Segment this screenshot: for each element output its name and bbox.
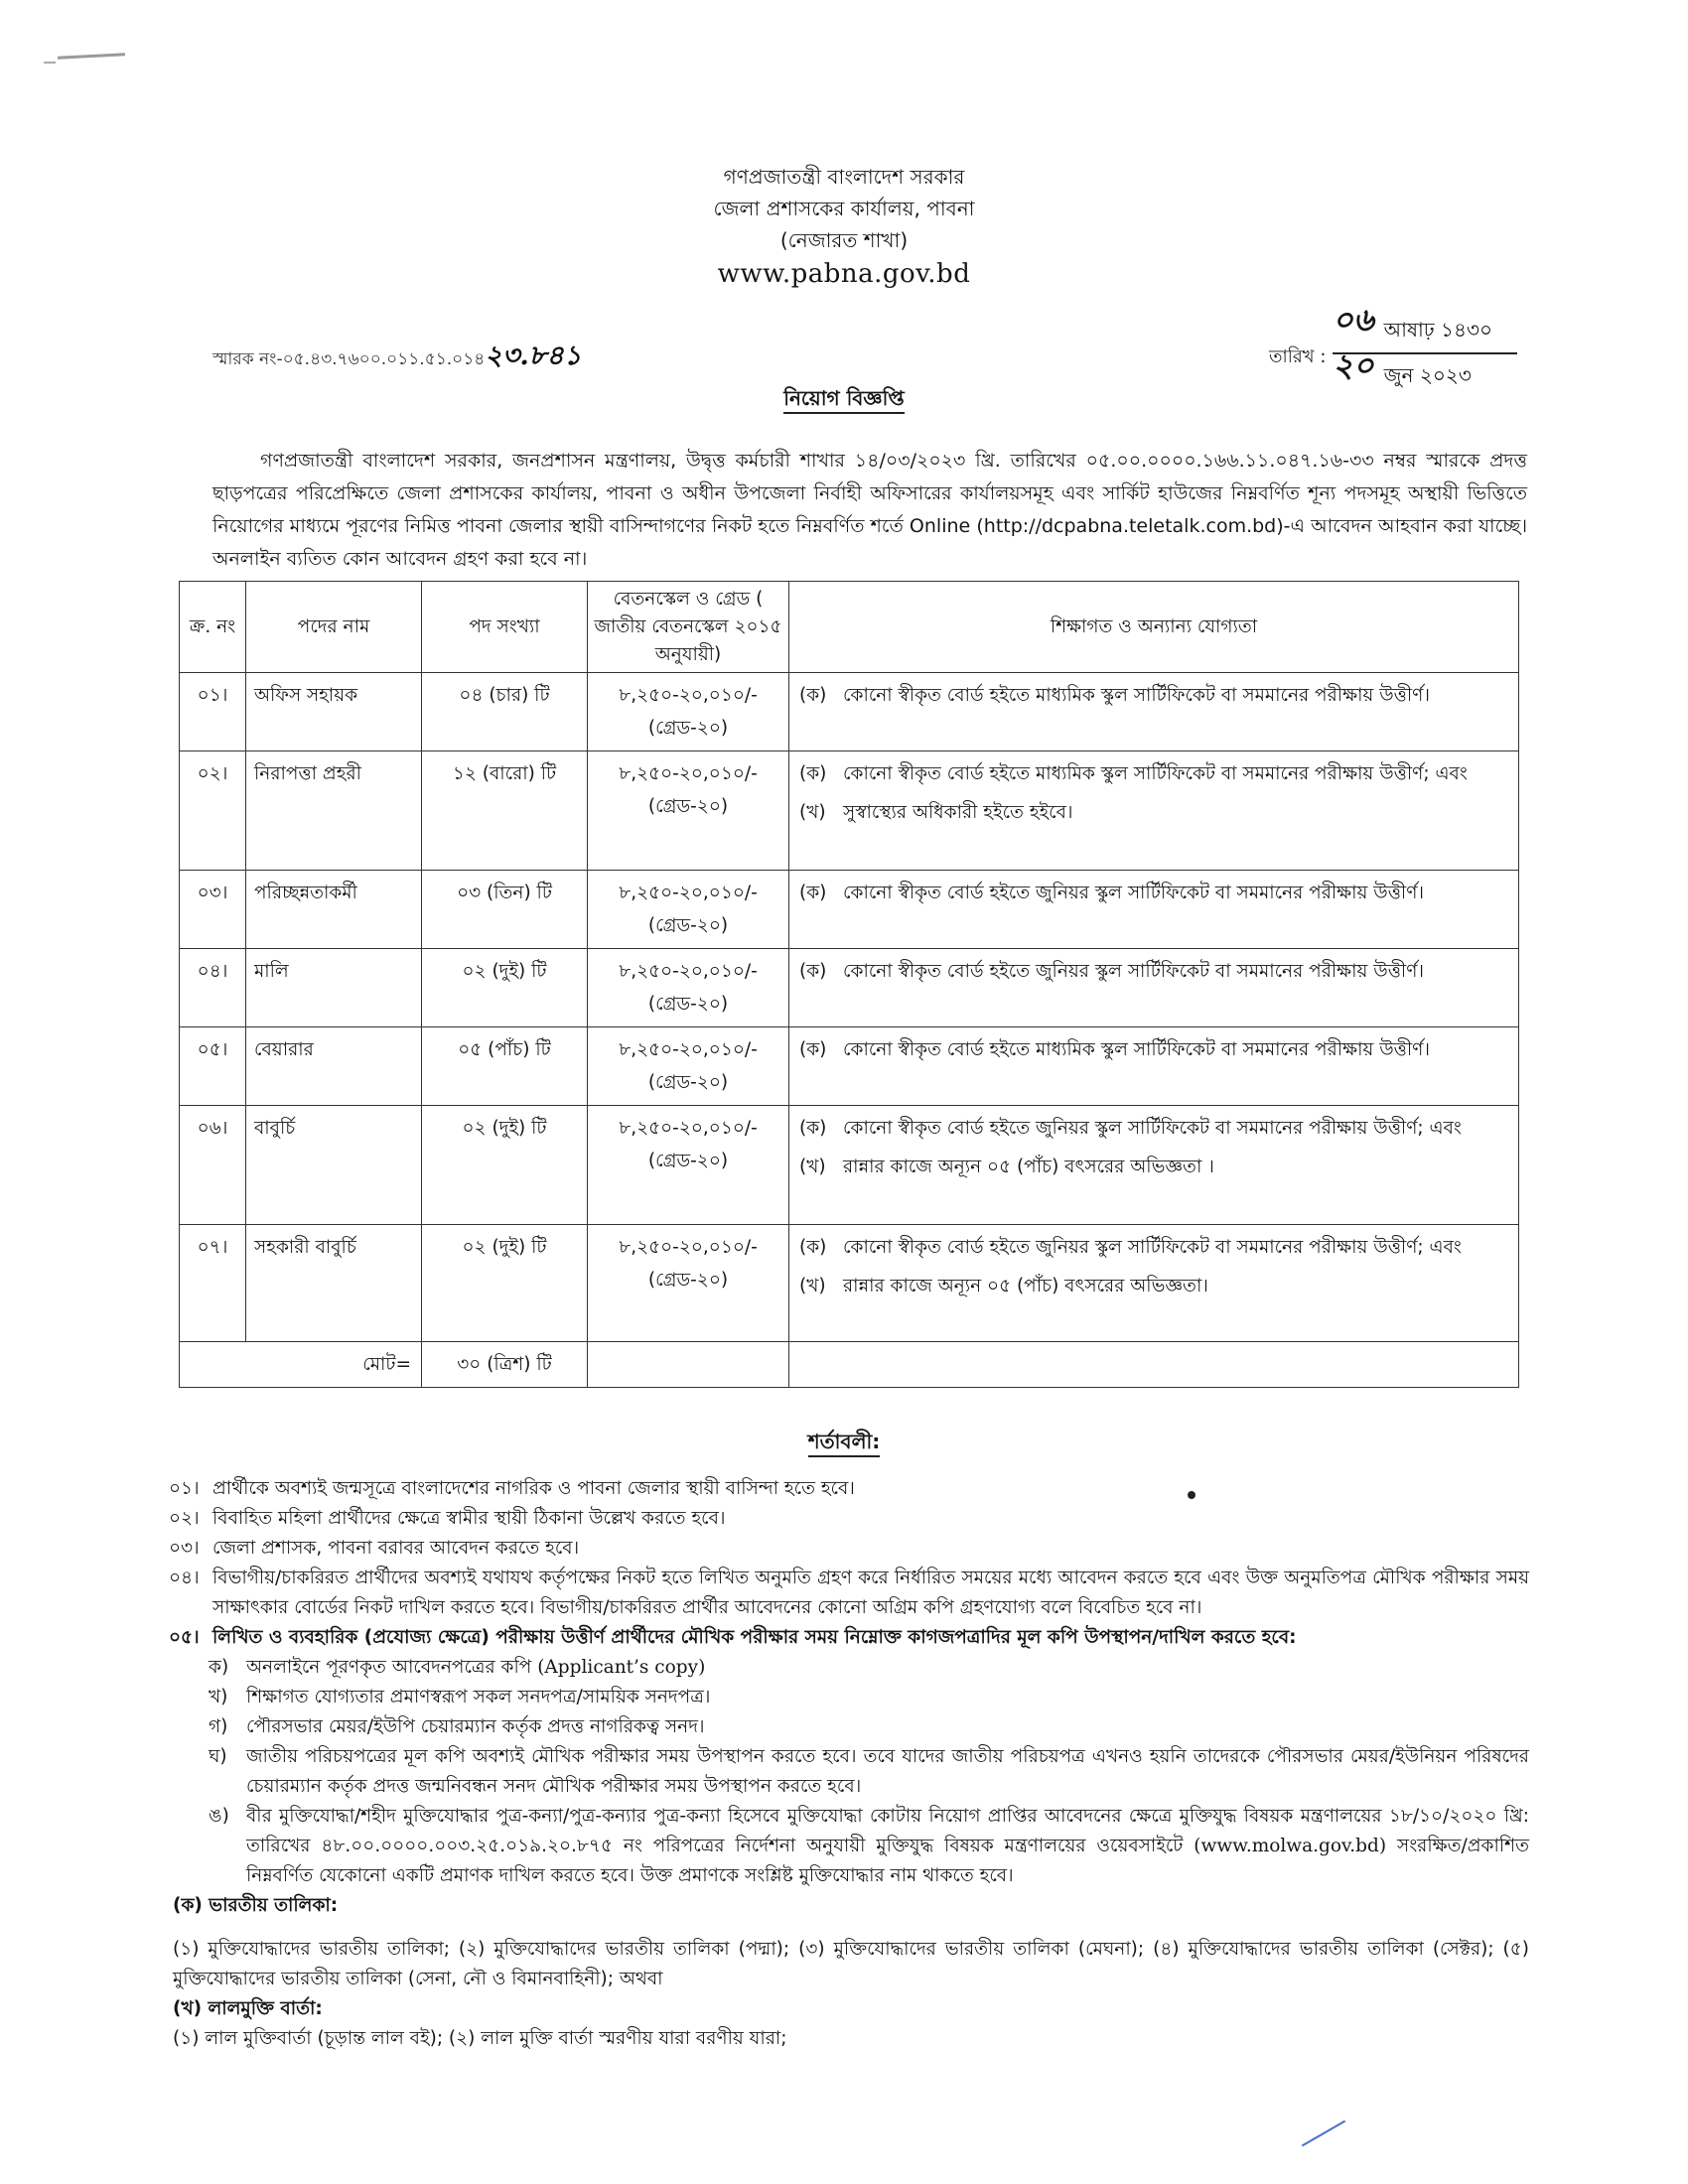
cell-post-name: পরিচ্ছন্নতাকর্মী [246, 871, 422, 949]
qualification-b: (খ) রান্নার কাজে অন্যূন ০৫ (পাঁচ) বৎসরের অভিজ্ঞতা। [799, 1276, 1208, 1297]
cell-pay-scale: ৮,২৫০-২০,০১০/- (গ্রেড-২০) [588, 673, 789, 751]
qualification-a: (ক) কোনো স্বীকৃত বোর্ড হইতে মাধ্যমিক স্কুল সার্টিফিকেট বা সমমানের পরীক্ষায় উত্তীর্ণ; এবং [799, 763, 1468, 784]
cell-pay-scale: ৮,২৫০-২০,০১০/- (গ্রেড-২০) [588, 1027, 789, 1106]
total-label: মোট= [180, 1342, 422, 1388]
qualification-a: (ক) কোনো স্বীকৃত বোর্ড হইতে জুনিয়র স্কুল সার্টিফিকেট বা সমমানের পরীক্ষায় উত্তীর্ণ। [799, 883, 1425, 903]
intro-paragraph: গণপ্রজাতন্ত্রী বাংলাদেশ সরকার, জনপ্রশাসন মন্ত্রণালয়, উদ্বৃত্ত কর্মচারী শাখার ১৪/০৩/২০২৩ খ্রি. তারিখের ০৫.০০.০০০০.১৬৬.১১.০৪৭.১৬-৩৩ নম্বর স্মারকে প্রদত্ত ছাড়পত্রের পরিপ্রেক্ষিতে জেলা প্রশাসকের কার্যালয়, পাবনা ও অধীন উপজেলা নির্বাহী অফিসারের কার্যালয়সমূহ এবং সার্কিট হাউজের নিম্নবর্ণিত শূন্য পদসমূহ অস্থায়ী ভিত্তিতে নিয়োগের মাধ্যমে পূরণের নিমিত্ত পাবনা জেলার স্থায়ী বাসিন্দাগণের নিকট হতে নিম্নবর্ণিত শর্তে Online (http://dcpabna.teletalk.com.bd)-এ আবেদন আহবান করা যাচ্ছে। অনলাইন ব্যতিত কোন আবেদন গ্রহণ করা হবে না। [212, 450, 1527, 570]
cell-post-name: বাবুর্চি [246, 1106, 422, 1225]
total-count: ৩০ (ত্রিশ) টি [422, 1342, 588, 1388]
col-name: পদের নাম [246, 582, 422, 673]
cell-qualification [789, 673, 1519, 751]
cell-post-count: ০২ (দুই) টি [422, 1106, 588, 1225]
cell-sl: ০৭। [180, 1225, 246, 1342]
website: www.pabna.gov.bd [717, 259, 971, 289]
office-name: জেলা প্রশাসকের কার্যালয়, পাবনা [713, 197, 975, 220]
cell-qualification [789, 949, 1519, 1027]
qualification-a: (ক) কোনো স্বীকৃত বোর্ড হইতে মাধ্যমিক স্কুল সার্টিফিকেট বা সমমানের পরীক্ষায় উত্তীর্ণ। [799, 1039, 1430, 1060]
table-row [180, 673, 1519, 751]
cell-post-name: অফিস সহায়ক [246, 673, 422, 751]
table-row [180, 949, 1519, 1027]
govt-name: গণপ্রজাতন্ত্রী বাংলাদেশ সরকার [723, 165, 965, 189]
qualification-a: (ক) কোনো স্বীকৃত বোর্ড হইতে জুনিয়র স্কুল সার্টিফিকেট বা সমমানের পরীক্ষায় উত্তীর্ণ; এবং [799, 1118, 1462, 1139]
scan-mark [58, 53, 125, 60]
cell-post-count: ০৫ (পাঁচ) টি [422, 1027, 588, 1106]
term-item: ০২। বিবাহিত মহিলা প্রার্থীদের ক্ষেত্রে স্বামীর স্থায়ী ঠিকানা উল্লেখ করতে হবে। [169, 1508, 726, 1529]
cell-post-name: নিরাপত্তা প্রহরী [246, 751, 422, 871]
list-kha-text: (১) লাল মুক্তিবার্তা (চূড়ান্ত লাল বই); (২) লাল মুক্তি বার্তা স্মরণীয় যারা বরণীয় যারা; [173, 2028, 787, 2049]
cell-sl: ০৩। [180, 871, 246, 949]
greg-day: ২০ [1333, 346, 1374, 384]
cell-sl: ০৬। [180, 1106, 246, 1225]
list-ka-text: (১) মুক্তিযোদ্ধাদের ভারতীয় তালিকা; (২) মুক্তিযোদ্ধাদের ভারতীয় তালিকা (পদ্মা); (৩) মুক্তিযোদ্ধাদের ভারতীয় তালিকা (মেঘনা); (৪) মুক্তিযোদ্ধাদের ভারতীয় তালিকা (সেক্টর); (৫) মুক্তিযোদ্ধাদের ভারতীয় তালিকা (সেনা, নৌ ও বিমানবাহিনী); অথবা [173, 1939, 1529, 1989]
speck [1188, 1491, 1196, 1499]
qualification-a: (ক) কোনো স্বীকৃত বোর্ড হইতে জুনিয়র স্কুল সার্টিফিকেট বা সমমানের পরীক্ষায় উত্তীর্ণ; এবং [799, 1237, 1462, 1258]
list-ka-title: (ক) ভারতীয় তালিকা: [173, 1895, 339, 1916]
cell-qualification [789, 1106, 1519, 1225]
cell-qualification [789, 1225, 1519, 1342]
cell-post-count: ০৩ (তিন) টি [422, 871, 588, 949]
term-item: ০৪। বিভাগীয়/চাকরিরত প্রার্থীদের অবশ্যই যথাযথ কর্তৃপক্ষের নিকট হতে লিখিত অনুমতি গ্রহণ করে নির্ধারিত সময়ের মধ্যে আবেদন করতে হবে এবং উক্ত অনুমতিপত্র মৌখিক পরীক্ষার সময় সাক্ষাৎকার বোর্ডের নিকট দাখিল করতে হবে। বিভাগীয়/চাকরিরত প্রার্থীর আবেদনের কোনো অগ্রিম কপি গ্রহণযোগ্য বলে বিবেচিত হবে না। [169, 1568, 1530, 1618]
qualification-a: (ক) কোনো স্বীকৃত বোর্ড হইতে মাধ্যমিক স্কুল সার্টিফিকেট বা সমমানের পরীক্ষায় উত্তীর্ণ। [799, 685, 1430, 706]
table-row [180, 871, 1519, 949]
qualification-b: (খ) রান্নার কাজে অন্যূন ০৫ (পাঁচ) বৎসরের অভিজ্ঞতা । [799, 1157, 1214, 1177]
document-requirement: ক) অনলাইনে পূরণকৃত আবেদনপত্রের কপি (Applicant’s copy) [209, 1657, 706, 1678]
bangla-day: ০৬ [1333, 301, 1374, 339]
col-scale: বেতনস্কেল ও গ্রেড ( জাতীয় বেতনস্কেল ২০১৫ অনুযায়ী) [588, 582, 789, 673]
col-qualification: শিক্ষাগত ও অন্যান্য যোগ্যতা [789, 582, 1519, 673]
scan-mark [44, 62, 56, 64]
cell-qualification [789, 1027, 1519, 1106]
terms-list [169, 1474, 1529, 2054]
empty-cell [588, 1342, 789, 1388]
notice-title: নিয়োগ বিজ্ঞপ্তি [0, 384, 1688, 417]
cell-sl: ০৪। [180, 949, 246, 1027]
cell-pay-scale: ৮,২৫০-২০,০১০/- (গ্রেড-২০) [588, 949, 789, 1027]
section-name: (নেজারত শাখা) [779, 228, 909, 252]
cell-pay-scale: ৮,২৫০-২০,০১০/- (গ্রেড-২০) [588, 1225, 789, 1342]
cell-pay-scale: ৮,২৫০-২০,০১০/- (গ্রেড-২০) [588, 751, 789, 871]
cell-sl: ০২। [180, 751, 246, 871]
posts-table [179, 581, 1519, 1388]
table-row [180, 751, 1519, 871]
letterhead [0, 161, 1688, 292]
cell-qualification [789, 871, 1519, 949]
term-item: ০৫। লিখিত ও ব্যবহারিক (প্রযোজ্য ক্ষেত্রে) পরীক্ষায় উত্তীর্ণ প্রার্থীদের মৌখিক পরীক্ষার সময় নিম্নোক্ত কাগজপত্রাদির মূল কপি উপস্থাপন/দাখিল করতে হবে: [169, 1627, 1297, 1648]
memo-number [212, 336, 581, 380]
col-count: পদ সংখ্যা [422, 582, 588, 673]
cell-post-count: ০৪ (চার) টি [422, 673, 588, 751]
date-label: তারিখ : [1269, 346, 1327, 367]
greg-month-year: জুন ২০২৩ [1383, 363, 1472, 387]
terms-title: শর্তাবলী: [0, 1428, 1688, 1460]
cell-post-count: ০২ (দুই) টি [422, 1225, 588, 1342]
cell-pay-scale: ৮,২৫০-২০,০১০/- (গ্রেড-২০) [588, 1106, 789, 1225]
empty-cell [789, 1342, 1519, 1388]
latin-text: (www.molwa.gov.bd) [1194, 1836, 1387, 1856]
qualification-a: (ক) কোনো স্বীকৃত বোর্ড হইতে জুনিয়র স্কুল সার্টিফিকেট বা সমমানের পরীক্ষায় উত্তীর্ণ। [799, 961, 1425, 982]
qualification-b: (খ) সুস্বাস্থ্যের অধিকারী হইতে হইবে। [799, 802, 1073, 823]
cell-sl: ০৫। [180, 1027, 246, 1106]
memo-prefix: স্মারক নং-০৫.৪৩.৭৬০০.০১১.৫১.০১৪ [212, 349, 486, 369]
term-item: ০৩। জেলা প্রশাসক, পাবনা বরাবর আবেদন করতে হবে। [169, 1538, 580, 1559]
table-row [180, 1106, 1519, 1225]
cell-post-count: ১২ (বারো) টি [422, 751, 588, 871]
table-row [180, 1027, 1519, 1106]
bangla-month-year: আষাঢ় ১৪৩০ [1383, 318, 1492, 341]
cell-post-name: বেয়ারার [246, 1027, 422, 1106]
cell-sl: ০১। [180, 673, 246, 751]
cell-pay-scale: ৮,২৫০-২০,০১০/- (গ্রেড-২০) [588, 871, 789, 949]
memo-handwritten: ২৩.৮৪১ [485, 341, 582, 371]
date-block [1333, 301, 1521, 394]
term-item: ০১। প্রার্থীকে অবশ্যই জন্মসূত্রে বাংলাদেশের নাগরিক ও পাবনা জেলার স্থায়ী বাসিন্দা হতে হবে। [169, 1478, 855, 1499]
cell-post-name: সহকারী বাবুর্চি [246, 1225, 422, 1342]
latin-text: (Applicant’s copy) [537, 1657, 706, 1678]
list-kha-title: (খ) লালমুক্তি বার্তা: [173, 1998, 323, 2019]
document-requirement: খ) শিক্ষাগত যোগ্যতার প্রমাণস্বরূপ সকল সনদপত্র/সাময়িক সনদপত্র। [209, 1687, 711, 1707]
cell-post-count: ০২ (দুই) টি [422, 949, 588, 1027]
total-row [180, 1342, 1519, 1388]
document-requirement: ঘ) জাতীয় পরিচয়পত্রের মূল কপি অবশ্যই মৌখিক পরীক্ষার সময় উপস্থাপন করতে হবে। তবে যাদের জাতীয় পরিচয়পত্র এখনও হয়নি তাদেরকে পৌরসভার মেয়র/ইউনিয়ন পরিষদের চেয়ারম্যান কর্তৃক প্রদত্ত জন্মনিবন্ধন সনদ মৌখিক পরীক্ষার সময় উপস্থাপন করতে হবে। [209, 1746, 1529, 1797]
col-sl: ক্র. নং [180, 582, 246, 673]
cell-post-name: মালি [246, 949, 422, 1027]
table-row [180, 1225, 1519, 1342]
pen-mark [1302, 2120, 1345, 2147]
cell-qualification [789, 751, 1519, 871]
document-requirement: গ) পৌরসভার মেয়র/ইউপি চেয়ারম্যান কর্তৃক প্রদত্ত নাগরিকত্ব সনদ। [209, 1716, 705, 1737]
document-requirement: ঙ) বীর মুক্তিযোদ্ধা/শহীদ মুক্তিযোদ্ধার পুত্র-কন্যা/পুত্র-কন্যার পুত্র-কন্যা হিসেবে মুক্তিযোদ্ধা কোটায় নিয়োগ প্রাপ্তির আবেদনের ক্ষেত্রে মুক্তিযুদ্ধ বিষয়ক মন্ত্রণালয়ের ১৮/১০/২০২০ খ্রি: তারিখের ৪৮.০০.০০০০.০০৩.২৫.০১৯.২০.৮৭৫ নং পরিপত্রের নির্দেশনা অনুযায়ী মুক্তিযুদ্ধ বিষয়ক মন্ত্রণালয়ের ওয়েবসাইটে (www.molwa.gov.bd) সংরক্ষিত/প্রকাশিত নিম্নবর্ণিত যেকোনো একটি প্রমাণক দাখিল করতে হবে। উক্ত প্রমাণকে সংশ্লিষ্ট মুক্তিযোদ্ধার নাম থাকতে হবে। [209, 1806, 1529, 1886]
